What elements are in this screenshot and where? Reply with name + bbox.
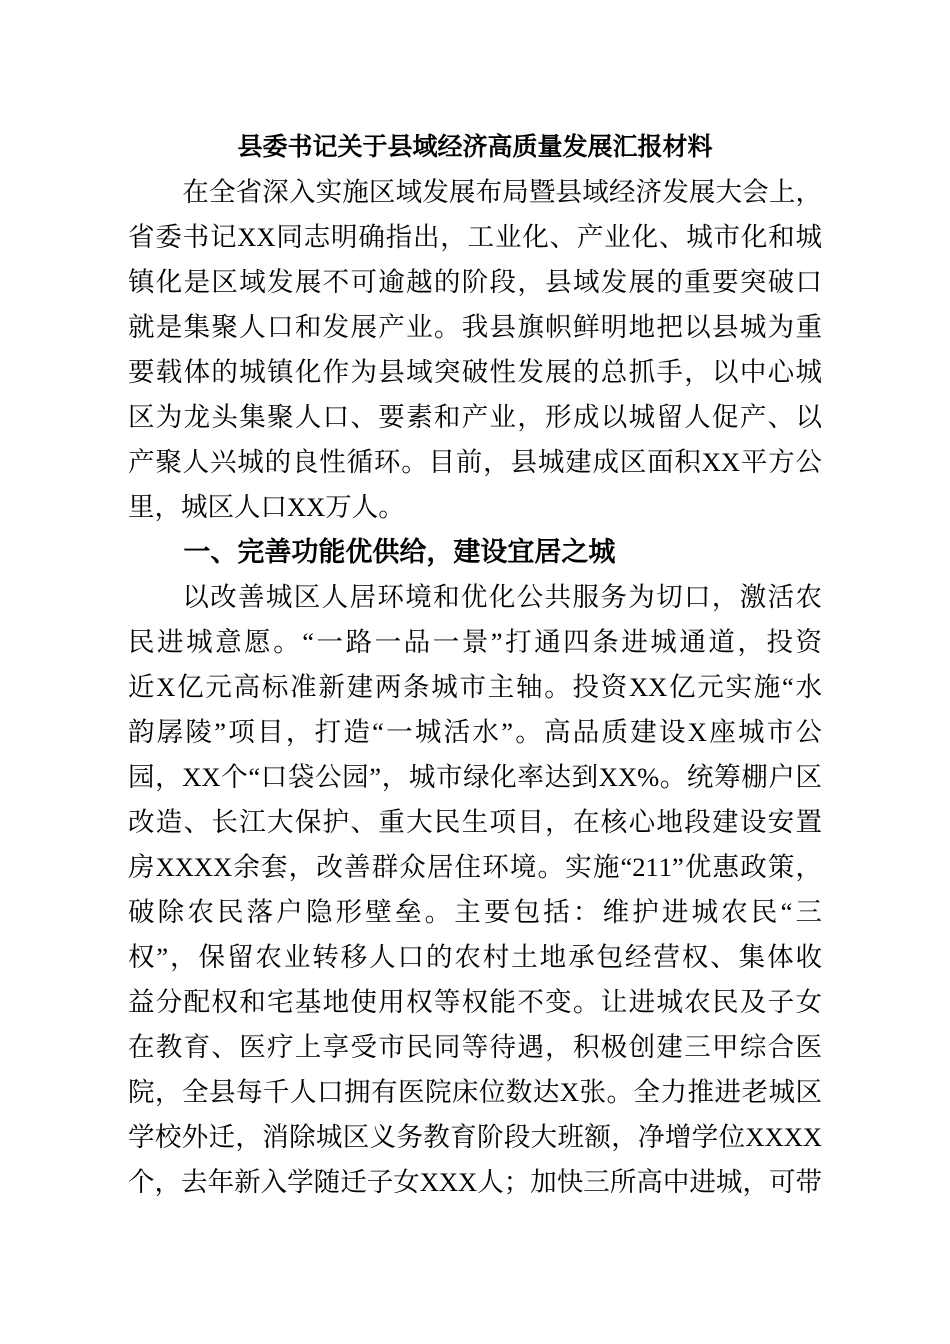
text-line: 个，去年新入学随迁子女XXX人；加快三所高中进城，可带 [128, 1167, 822, 1197]
text-line: 要载体的城镇化作为县域突破性发展的总抓手，以中心城 [128, 357, 822, 387]
text-line: 在教育、医疗上享受市民同等待遇，积极创建三甲综合医 [128, 1032, 822, 1062]
text-line: 韵孱陵”项目，打造“一城活水”。高品质建设X座城市公 [128, 717, 822, 747]
text-line: 镇化是区域发展不可逾越的阶段，县域发展的重要突破口 [128, 267, 822, 297]
text-line: 园，XX个“口袋公园”，城市绿化率达到XX%。统筹棚户区 [128, 762, 822, 792]
document-content [128, 125, 822, 1205]
text-line: 近X亿元高标准新建两条城市主轴。投资XX亿元实施“水 [128, 672, 822, 702]
text-line: 以改善城区人居环境和优化公共服务为切口，激活农 [182, 582, 822, 612]
text-line: 权”，保留农业转移人口的农村土地承包经营权、集体收 [128, 942, 822, 972]
text-line: 学校外迁，消除城区义务教育阶段大班额，净增学位XXXX [128, 1122, 822, 1152]
text-line: 就是集聚人口和发展产业。我县旗帜鲜明地把以县城为重 [128, 312, 822, 342]
text-line: 房XXXX余套，改善群众居住环境。实施“211”优惠政策， [128, 852, 822, 882]
text-line: 区为龙头集聚人口、要素和产业，形成以城留人促产、以 [128, 402, 822, 432]
text-line: 省委书记XX同志明确指出，工业化、产业化、城市化和城 [128, 222, 822, 252]
text-line: 破除农民落户隐形壁垒。主要包括：维护进城农民“三 [128, 897, 822, 927]
text-line: 在全省深入实施区域发展布局暨县域经济发展大会上， [182, 177, 822, 207]
section-heading: 一、完善功能优供给，建设宜居之城 [183, 537, 616, 567]
text-line: 民进城意愿。“一路一品一景”打通四条进城通道，投资 [128, 627, 822, 657]
text-line: 里，城区人口XX万人。 [128, 492, 405, 522]
text-line: 产聚人兴城的良性循环。目前，县城建成区面积XX平方公 [128, 447, 822, 477]
text-line: 改造、长江大保护、重大民生项目，在核心地段建设安置 [128, 807, 822, 837]
text-line: 益分配权和宅基地使用权等权能不变。让进城农民及子女 [128, 987, 822, 1017]
text-line: 院，全县每千人口拥有医院床位数达X张。全力推进老城区 [128, 1077, 822, 1107]
document-title: 县委书记关于县域经济高质量发展汇报材料 [237, 133, 713, 161]
